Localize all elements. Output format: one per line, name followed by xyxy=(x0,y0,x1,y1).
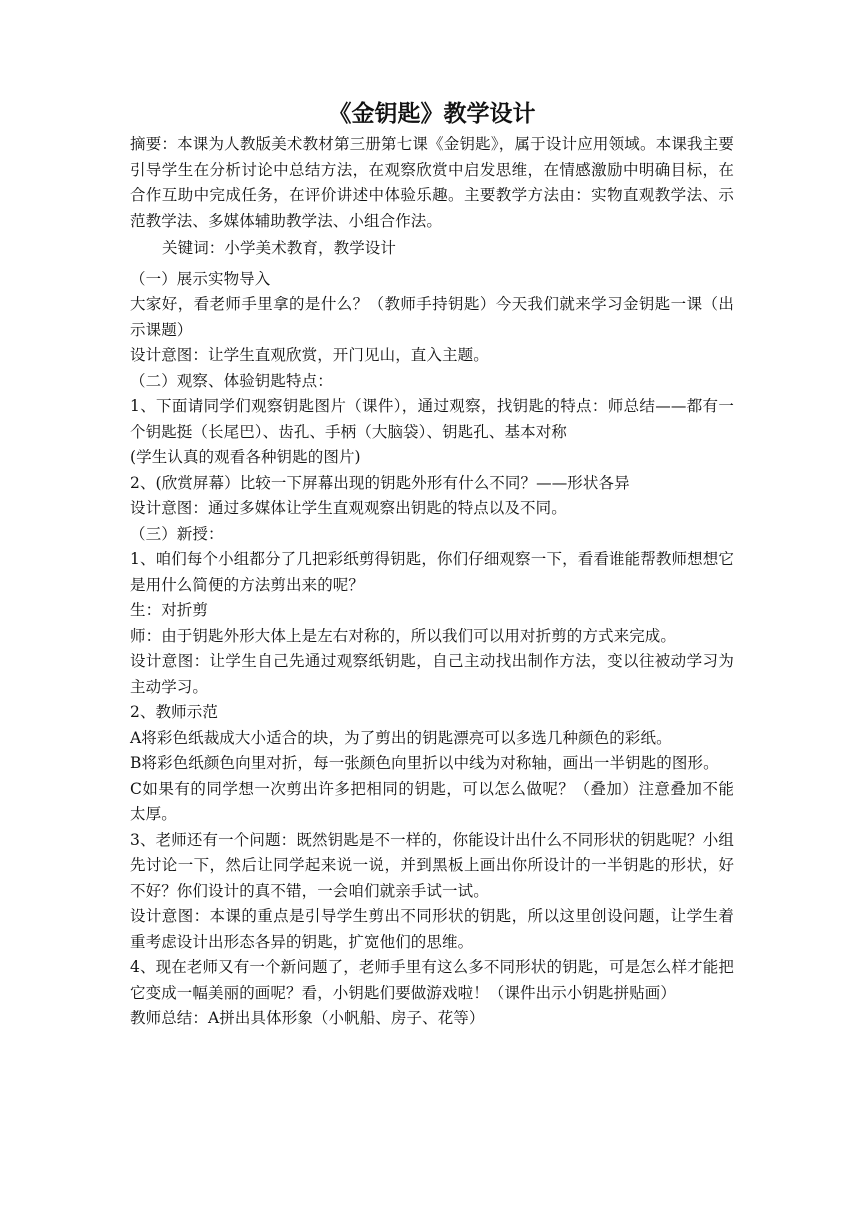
body-paragraph: 生：对折剪 xyxy=(130,601,209,619)
body-paragraph: (学生认真的观看各种钥匙的图片) xyxy=(130,448,361,466)
body-paragraph: C如果有的同学想一次剪出许多把相同的钥匙，可以怎么做呢？（叠加）注意叠加不能太厚。 xyxy=(130,779,734,823)
body-paragraph: 2、教师示范 xyxy=(130,703,218,721)
body-paragraph: 1、下面请同学们观察钥匙图片（课件），通过观察，找钥匙的特点：师总结——都有一个钥匙挺（长尾巴）、齿孔、手柄（大脑袋）、钥匙孔、基本对称 xyxy=(130,397,734,441)
section-heading-new-lesson: （三）新授： xyxy=(130,524,224,543)
design-intent-paragraph: 设计意图：通过多媒体让学生直观观察出钥匙的特点以及不同。 xyxy=(130,499,567,517)
abstract-paragraph: 摘要：本课为人教版美术教材第三册第七课《金钥匙》，属于设计应用领域。本课我主要引导学生在分析讨论中总结方法，在观察欣赏中启发思维，在情感激励中明确目标，在合作互助中完成任务，在评价讲述中体验乐趣。主要教学方法由：实物直观教学法、示范教学法、多媒体辅助教学法、小组合作法。 xyxy=(130,135,734,230)
keywords-line: 关键词：小学美术教育，教学设计 xyxy=(162,239,397,257)
body-paragraph: 教师总结：A拼出具体形象（小帆船、房子、花等） xyxy=(130,1009,485,1027)
section-heading-intro: （一）展示实物导入 xyxy=(130,269,271,288)
body-paragraph: A将彩色纸裁成大小适合的块，为了剪出的钥匙漂亮可以多选几种颜色的彩纸。 xyxy=(130,728,672,747)
body-paragraph: B将彩色纸颜色向里对折，每一张颜色向里折以中线为对称轴，画出一半钥匙的图形。 xyxy=(130,754,719,772)
design-intent-paragraph: 设计意图：本课的重点是引导学生剪出不同形状的钥匙，所以这里创设问题，让学生着重考虑设计出形态各异的钥匙，扩宽他们的思维。 xyxy=(130,907,734,951)
design-intent-paragraph: 设计意图：让学生自己先通过观察纸钥匙，自己主动找出制作方法，变以往被动学习为主动学习。 xyxy=(130,652,734,696)
body-paragraph: 2、(欣赏屏幕）比较一下屏幕出现的钥匙外形有什么不同？——形状各异 xyxy=(130,473,630,492)
design-intent-paragraph: 设计意图：让学生直观欣赏，开门见山，直入主题。 xyxy=(130,346,489,364)
body-paragraph: 4、现在老师又有一个新问题了，老师手里有这么多不同形状的钥匙，可是怎么样才能把它变成一幅美丽的画呢？看，小钥匙们要做游戏啦！（课件出示小钥匙拼贴画） xyxy=(130,958,734,1002)
document-title: 《金钥匙》教学设计 xyxy=(328,101,536,127)
body-paragraph: 大家好，看老师手里拿的是什么？（教师手持钥匙）今天我们就来学习金钥匙一课（出示课题） xyxy=(130,295,734,339)
section-heading-observe: （二）观察、体验钥匙特点： xyxy=(130,371,333,390)
body-paragraph: 师：由于钥匙外形大体上是左右对称的，所以我们可以用对折剪的方式来完成。 xyxy=(130,626,677,645)
body-paragraph: 3、老师还有一个问题：既然钥匙是不一样的，你能设计出什么不同形状的钥匙呢？小组先讨论一下，然后让同学起来说一说，并到黑板上画出你所设计的一半钥匙的形状，好不好？你们设计的真不错，一会咱们就亲手试一试。 xyxy=(130,830,734,900)
document-page xyxy=(130,96,734,1032)
body-paragraph: 1、咱们每个小组都分了几把彩纸剪得钥匙，你们仔细观察一下，看看谁能帮教师想想它是用什么简便的方法剪出来的呢？ xyxy=(130,550,734,594)
